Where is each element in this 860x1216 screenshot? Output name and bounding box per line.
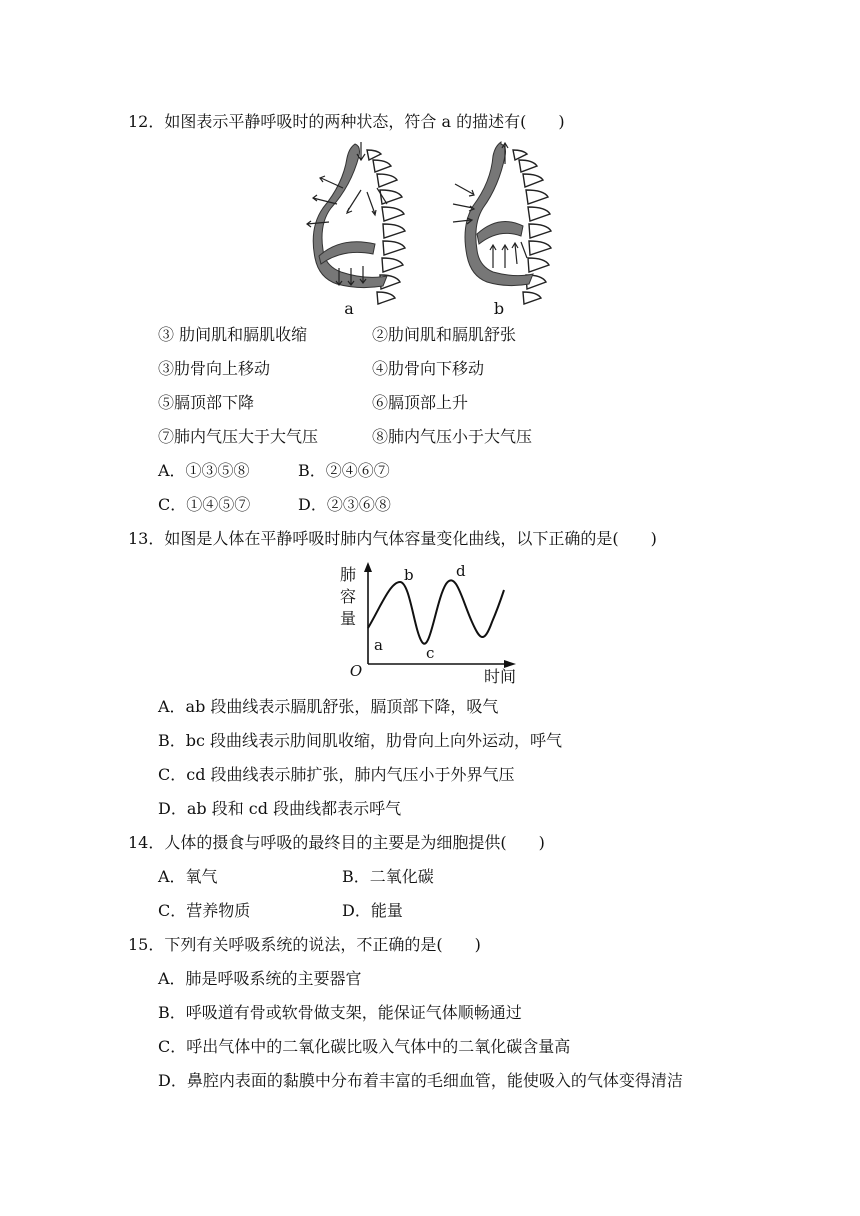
q13-option-c: C．cd 段曲线表示肺扩张，肺内气压小于外界气压 (158, 765, 515, 784)
q12-option-d: D．②③⑥⑧ (298, 495, 391, 514)
thorax-diagram-b (453, 142, 551, 318)
q13-stem: 13．如图是人体在平静呼吸时肺内气体容量变化曲线，以下正确的是( ) (128, 529, 657, 548)
q13-option-d: D．ab 段和 cd 段曲线都表示呼气 (158, 799, 402, 818)
thorax-diagram-a (307, 142, 405, 318)
q13-option-a: A．ab 段曲线表示膈肌舒张，膈顶部下降，吸气 (158, 697, 499, 716)
q12-figure (285, 138, 575, 323)
q14-option-a: A．氧气 (158, 867, 218, 886)
q15-option-a: A．肺是呼吸系统的主要器官 (158, 969, 362, 988)
q15-stem: 15．下列有关呼吸系统的说法，不正确的是( ) (128, 935, 481, 954)
ylabel-char-3: 量 (339, 609, 357, 628)
q12-item-3: ③肋骨向上移动 (158, 359, 271, 378)
point-label-d: d (456, 562, 466, 580)
q14-option-c: C．营养物质 (158, 901, 251, 920)
lung-volume-curve (368, 580, 504, 643)
diagram-b-label: b (493, 299, 505, 318)
q12-item-1: ③ 肋间肌和膈肌收缩 (158, 325, 308, 344)
q12-item-4: ④肋骨向下移动 (372, 359, 485, 378)
q12-item-7: ⑦肺内气压大于大气压 (158, 427, 319, 446)
q14-stem: 14．人体的摄食与呼吸的最终目的主要是为细胞提供( ) (128, 833, 545, 852)
ylabel-char-2: 容 (339, 587, 357, 606)
origin-label: O (349, 662, 363, 680)
q13-lung-volume-chart (330, 560, 530, 690)
point-label-b: b (404, 566, 414, 584)
xlabel: 时间 (483, 667, 517, 686)
q12-stem: 12．如图表示平静呼吸时的两种状态，符合 a 的描述有( ) (128, 112, 565, 131)
q12-option-b: B．②④⑥⑦ (298, 461, 390, 480)
q12-item-6: ⑥膈顶部上升 (372, 393, 469, 412)
point-label-a: a (374, 636, 383, 654)
q14-option-b: B．二氧化碳 (342, 867, 434, 886)
q12-option-c: C．①④⑤⑦ (158, 495, 251, 514)
q15-option-b: B．呼吸道有骨或软骨做支架，能保证气体顺畅通过 (158, 1003, 522, 1022)
q12-item-8: ⑧肺内气压小于大气压 (372, 427, 533, 446)
y-axis-arrow (364, 562, 372, 572)
diagram-a-label: a (344, 299, 354, 318)
point-label-c: c (426, 644, 435, 662)
q12-option-a: A．①③⑤⑧ (158, 461, 250, 480)
q14-option-d: D．能量 (342, 901, 403, 920)
q12-item-2: ②肋间肌和膈肌舒张 (372, 325, 517, 344)
q15-option-d: D．鼻腔内表面的黏膜中分布着丰富的毛细血管，能使吸入的气体变得清洁 (158, 1071, 683, 1090)
ylabel-char-1: 肺 (339, 565, 357, 584)
q12-item-5: ⑤膈顶部下降 (158, 393, 255, 412)
q13-option-b: B．bc 段曲线表示肋间肌收缩，肋骨向上向外运动，呼气 (158, 731, 563, 750)
q15-option-c: C．呼出气体中的二氧化碳比吸入气体中的二氧化碳含量高 (158, 1037, 571, 1056)
